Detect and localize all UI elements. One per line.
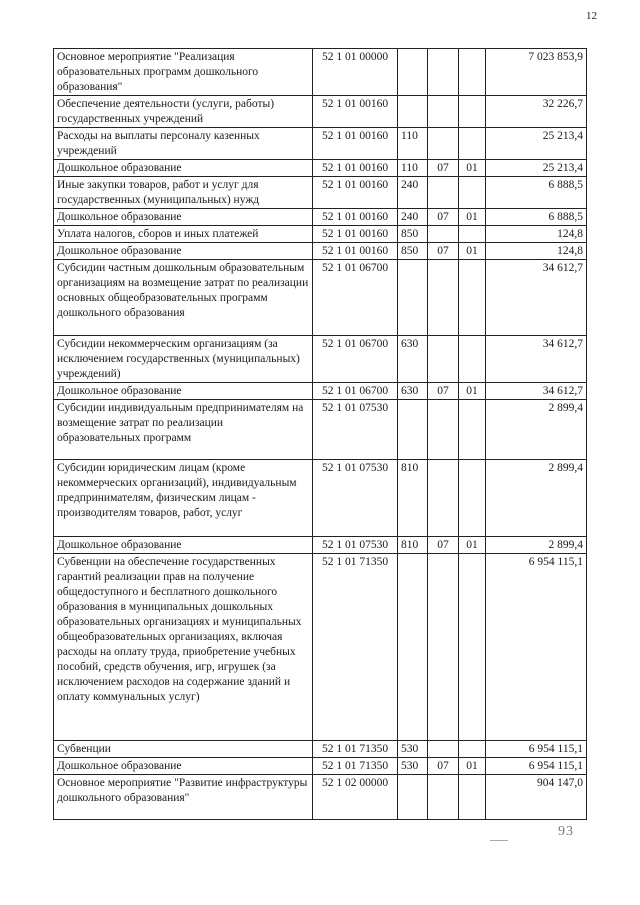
table-row (54, 537, 587, 554)
row-name-cell: Субсидии частным дошкольным образовательным организациям на возмещение затрат по реализации основных общеобразовательных программ дошкольного образования (54, 260, 313, 336)
table-row (54, 177, 587, 209)
row-code-cell: 52 1 01 00160 (313, 177, 398, 209)
budget-table (53, 48, 587, 820)
row-name-cell: Дошкольное образование (54, 383, 313, 400)
row-subsection-cell (459, 128, 486, 160)
divider (490, 840, 508, 841)
row-subsection-cell (459, 554, 486, 741)
row-section-cell: 07 (428, 758, 459, 775)
table-row (54, 128, 587, 160)
row-name-cell: Дошкольное образование (54, 209, 313, 226)
row-code-cell: 52 1 01 00160 (313, 160, 398, 177)
row-expense-type-cell (398, 400, 428, 460)
row-expense-type-cell: 630 (398, 383, 428, 400)
row-section-cell: 07 (428, 537, 459, 554)
row-expense-type-cell: 110 (398, 160, 428, 177)
row-subsection-cell (459, 226, 486, 243)
row-sum-cell: 2 899,4 (486, 400, 587, 460)
row-code-cell: 52 1 01 06700 (313, 383, 398, 400)
row-code-cell: 52 1 01 00160 (313, 128, 398, 160)
table-row (54, 460, 587, 537)
row-sum-cell: 34 612,7 (486, 260, 587, 336)
row-name-cell: Основное мероприятие "Реализация образовательных программ дошкольного образования" (54, 49, 313, 96)
page-number: 12 (586, 10, 597, 22)
row-sum-cell: 34 612,7 (486, 336, 587, 383)
row-expense-type-cell: 110 (398, 128, 428, 160)
row-sum-cell: 7 023 853,9 (486, 49, 587, 96)
row-code-cell: 52 1 01 00160 (313, 243, 398, 260)
row-name-cell: Субвенции (54, 741, 313, 758)
table-row (54, 49, 587, 96)
row-section-cell: 07 (428, 209, 459, 226)
row-code-cell: 52 1 01 00160 (313, 96, 398, 128)
row-subsection-cell (459, 49, 486, 96)
row-code-cell: 52 1 01 06700 (313, 260, 398, 336)
row-expense-type-cell (398, 260, 428, 336)
row-code-cell: 52 1 01 07530 (313, 400, 398, 460)
row-subsection-cell: 01 (459, 383, 486, 400)
row-code-cell: 52 1 01 71350 (313, 758, 398, 775)
row-code-cell: 52 1 01 00160 (313, 226, 398, 243)
table-row (54, 96, 587, 128)
row-name-cell: Дошкольное образование (54, 243, 313, 260)
row-name-cell: Субсидии индивидуальным предпринимателям на возмещение затрат по реализации образовательных программ (54, 400, 313, 460)
table-row (54, 383, 587, 400)
row-code-cell: 52 1 01 06700 (313, 336, 398, 383)
row-subsection-cell (459, 460, 486, 537)
row-section-cell (428, 336, 459, 383)
table-row (54, 554, 587, 741)
row-sum-cell: 124,8 (486, 243, 587, 260)
row-subsection-cell (459, 177, 486, 209)
row-section-cell (428, 49, 459, 96)
row-name-cell: Дошкольное образование (54, 160, 313, 177)
row-subsection-cell: 01 (459, 160, 486, 177)
table-row (54, 243, 587, 260)
table-row (54, 336, 587, 383)
table-row (54, 226, 587, 243)
row-name-cell: Субвенции на обеспечение государственных гарантий реализации прав на получение общедоступного и бесплатного дошкольного образования в муниципальных дошкольных образовательных организациях и муниципальных общеобразовательных организациях, включая расходы на оплату труда, приобретение учебных пособий, средств обучения, игр, игрушек (за исключением расходов на содержание зданий и оплату коммунальных услуг) (54, 554, 313, 741)
row-subsection-cell (459, 96, 486, 128)
row-expense-type-cell: 530 (398, 741, 428, 758)
row-expense-type-cell (398, 554, 428, 741)
row-sum-cell: 34 612,7 (486, 383, 587, 400)
row-sum-cell: 6 954 115,1 (486, 758, 587, 775)
table-row (54, 400, 587, 460)
row-name-cell: Субсидии юридическим лицам (кроме некоммерческих организаций), индивидуальным предпринимателям, физическим лицам - производителям товаров, работ, услуг (54, 460, 313, 537)
row-code-cell: 52 1 02 00000 (313, 775, 398, 820)
row-code-cell: 52 1 01 71350 (313, 554, 398, 741)
row-code-cell: 52 1 01 00000 (313, 49, 398, 96)
row-expense-type-cell: 240 (398, 209, 428, 226)
row-code-cell: 52 1 01 07530 (313, 537, 398, 554)
row-sum-cell: 6 954 115,1 (486, 741, 587, 758)
row-code-cell: 52 1 01 71350 (313, 741, 398, 758)
row-subsection-cell: 01 (459, 758, 486, 775)
row-subsection-cell (459, 336, 486, 383)
row-sum-cell: 6 888,5 (486, 177, 587, 209)
row-sum-cell: 32 226,7 (486, 96, 587, 128)
row-section-cell (428, 741, 459, 758)
row-sum-cell: 904 147,0 (486, 775, 587, 820)
row-sum-cell: 2 899,4 (486, 460, 587, 537)
row-expense-type-cell: 530 (398, 758, 428, 775)
row-section-cell (428, 260, 459, 336)
row-expense-type-cell: 240 (398, 177, 428, 209)
row-name-cell: Расходы на выплаты персоналу казенных учреждений (54, 128, 313, 160)
row-subsection-cell: 01 (459, 537, 486, 554)
row-expense-type-cell: 850 (398, 243, 428, 260)
row-code-cell: 52 1 01 07530 (313, 460, 398, 537)
row-sum-cell: 2 899,4 (486, 537, 587, 554)
row-subsection-cell (459, 260, 486, 336)
row-code-cell: 52 1 01 00160 (313, 209, 398, 226)
row-expense-type-cell (398, 96, 428, 128)
row-expense-type-cell (398, 49, 428, 96)
row-subsection-cell (459, 400, 486, 460)
table-row (54, 741, 587, 758)
row-sum-cell: 25 213,4 (486, 128, 587, 160)
row-section-cell (428, 128, 459, 160)
row-subsection-cell: 01 (459, 209, 486, 226)
row-name-cell: Дошкольное образование (54, 758, 313, 775)
row-name-cell: Уплата налогов, сборов и иных платежей (54, 226, 313, 243)
row-subsection-cell (459, 775, 486, 820)
table-row (54, 209, 587, 226)
row-sum-cell: 6 888,5 (486, 209, 587, 226)
row-name-cell: Основное мероприятие "Развитие инфраструктуры дошкольного образования" (54, 775, 313, 820)
row-expense-type-cell (398, 775, 428, 820)
row-subsection-cell: 01 (459, 243, 486, 260)
row-expense-type-cell: 810 (398, 537, 428, 554)
row-name-cell: Субсидии некоммерческим организациям (за исключением государственных (муниципальных) учреждений) (54, 336, 313, 383)
row-name-cell: Иные закупки товаров, работ и услуг для государственных (муниципальных) нужд (54, 177, 313, 209)
row-section-cell: 07 (428, 383, 459, 400)
row-subsection-cell (459, 741, 486, 758)
row-section-cell (428, 226, 459, 243)
table-row (54, 160, 587, 177)
row-section-cell (428, 460, 459, 537)
table-row (54, 775, 587, 820)
row-sum-cell: 6 954 115,1 (486, 554, 587, 741)
row-section-cell (428, 775, 459, 820)
row-sum-cell: 124,8 (486, 226, 587, 243)
row-sum-cell: 25 213,4 (486, 160, 587, 177)
row-section-cell: 07 (428, 160, 459, 177)
table-row (54, 260, 587, 336)
row-name-cell: Дошкольное образование (54, 537, 313, 554)
row-expense-type-cell: 810 (398, 460, 428, 537)
row-section-cell: 07 (428, 243, 459, 260)
row-expense-type-cell: 630 (398, 336, 428, 383)
row-name-cell: Обеспечение деятельности (услуги, работы) государственных учреждений (54, 96, 313, 128)
row-section-cell (428, 400, 459, 460)
handwritten-page-mark: 93 (558, 824, 574, 839)
row-section-cell (428, 96, 459, 128)
table-row (54, 758, 587, 775)
row-expense-type-cell: 850 (398, 226, 428, 243)
row-section-cell (428, 177, 459, 209)
budget-table-body (54, 49, 587, 820)
row-section-cell (428, 554, 459, 741)
